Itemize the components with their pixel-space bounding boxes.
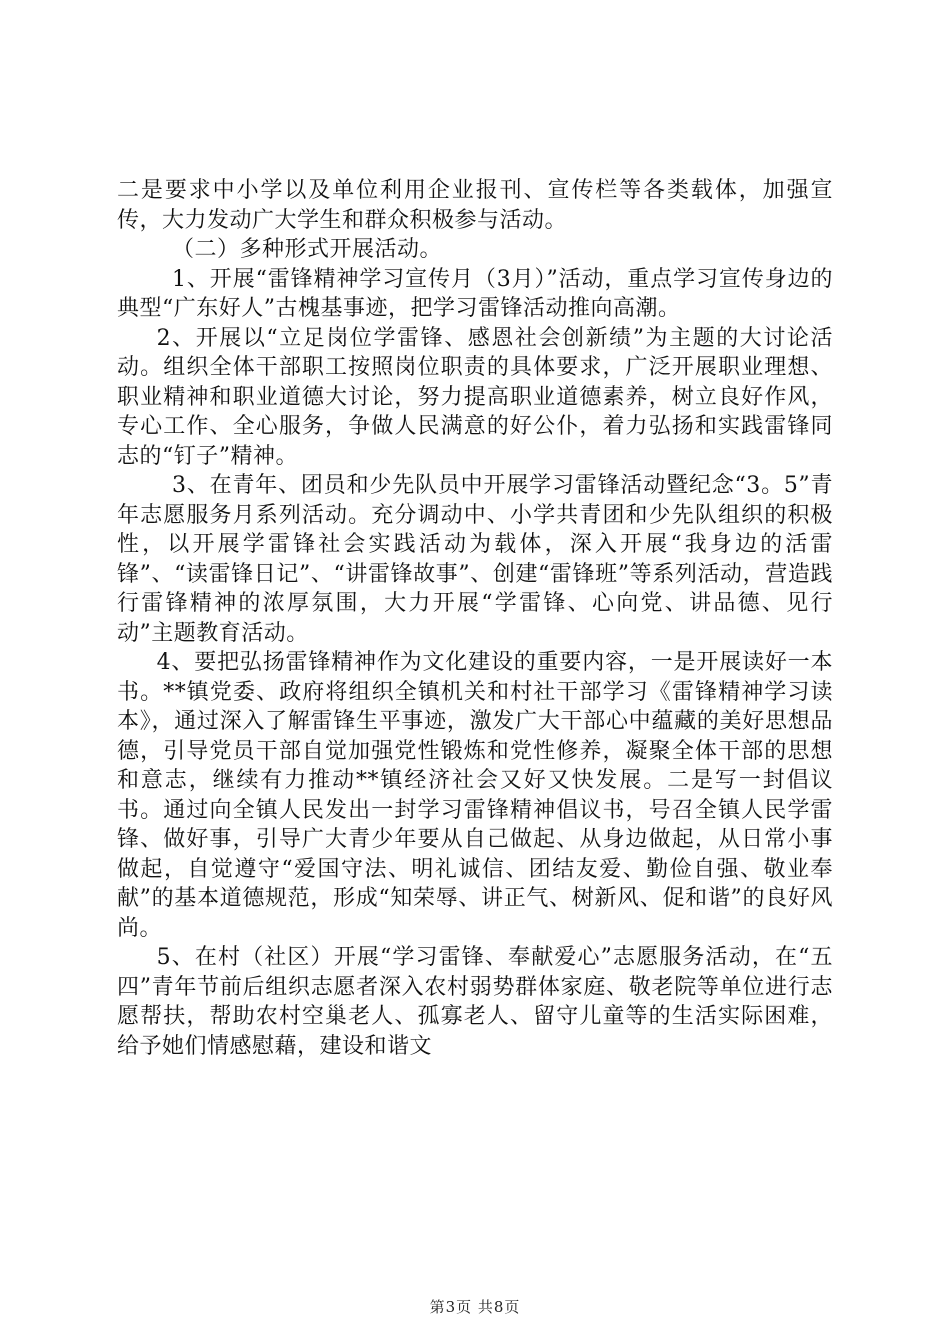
section-heading-2: （二）多种形式开展活动。	[172, 237, 443, 262]
document-body	[117, 176, 833, 1061]
paragraph-item-4: 4、要把弘扬雷锋精神作为文化建设的重要内容，一是开展读好一本书。**镇党委、政府将组织全镇机关和村社干部学习《雷锋精神学习读本》，通过深入了解雷锋生平事迹，激发广大干部心中蕴藏的美好思想品德，引导党员干部自觉加强党性锻炼和党性修养，凝聚全体干部的思想和意志，继续有力推动**镇经济社会又好又快发展。二是写一封倡议书。通过向全镇人民发出一封学习雷锋精神倡议书，号召全镇人民学雷锋、做好事，引导广大青少年要从自己做起、从身边做起，从日常小事做起，自觉遵守“爱国守法、明礼诚信、团结友爱、勤俭自强、敬业奉献”的基本道德规范，形成“知荣辱、讲正气、树新风、促和谐”的良好风尚。	[117, 650, 833, 941]
paragraph-item-5: 5、在村（社区）开展“学习雷锋、奉献爱心”志愿服务活动，在“五四”青年节前后组织志愿者深入农村弱势群体家庭、敬老院等单位进行志愿帮扶，帮助农村空巢老人、孤寡老人、留守儿童等的生活实际困难，给予她们情感慰藉，建设和谐文	[117, 945, 833, 1059]
paragraph-item-3: 3、在青年、团员和少先队员中开展学习雷锋活动暨纪念“3。5”青年志愿服务月系列活动。充分调动中、小学共青团和少先队组织的积极性，以开展学雷锋社会实践活动为载体，深入开展“我身边的活雷锋”、“读雷锋日记”、“讲雷锋故事”、创建“雷锋班”等系列活动，营造践行雷锋精神的浓厚氛围，大力开展“学雷锋、心向党、讲品德、见行动”主题教育活动。	[117, 473, 833, 646]
paragraph-continuation: 二是要求中小学以及单位利用企业报刊、宣传栏等各类载体，加强宣传，大力发动广大学生和群众积极参与活动。	[117, 178, 833, 233]
paragraph-item-2: 2、开展以“立足岗位学雷锋、感恩社会创新绩”为主题的大讨论活动。组织全体干部职工按照岗位职责的具体要求，广泛开展职业理想、职业精神和职业道德大讨论，努力提高职业道德素养，树立良好作风，专心工作、全心服务，争做人民满意的好公仆，着力弘扬和实践雷锋同志的“钉子”精神。	[117, 325, 833, 469]
page-number-footer: 第3页 共8页	[429, 1298, 521, 1316]
paragraph-item-1: 1、开展“雷锋精神学习宣传月（3月）”活动，重点学习宣传身边的典型“广东好人”古槐基事迹，把学习雷锋活动推向高潮。	[117, 266, 833, 321]
